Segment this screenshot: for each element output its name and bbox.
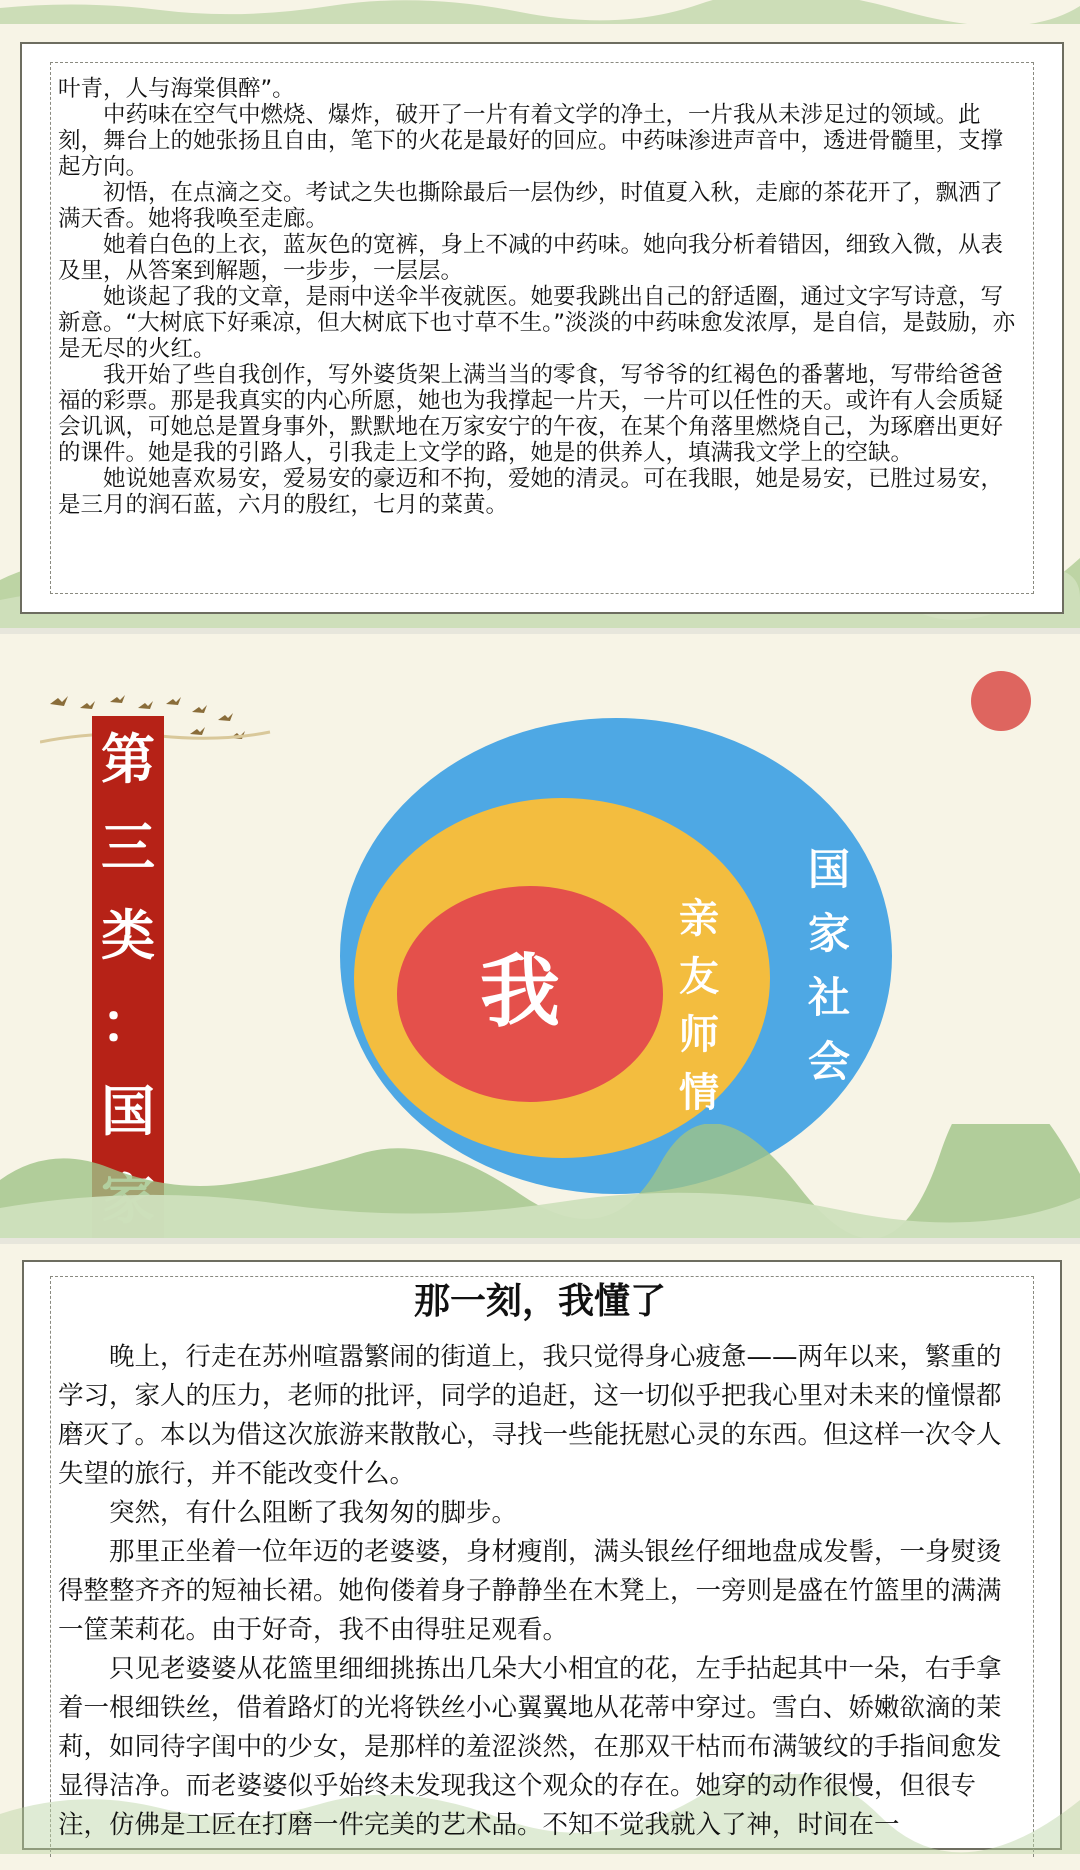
middle-label-char: 友 — [679, 954, 719, 1000]
slide-category-diagram — [0, 634, 1080, 1238]
essay-paragraph: 她说她喜欢易安，爱易安的豪迈和不拘，爱她的清灵。可在我眼，她是易安，已胜过易安，是三月的润石蓝，六月的殷红，七月的菜黄。 — [58, 466, 1004, 518]
essay-paragraph: 突然，有什么阻断了我匆匆的脚步。 — [109, 1498, 518, 1528]
middle-label-char: 师 — [679, 1012, 719, 1058]
essay-text — [58, 76, 1018, 518]
essay-paragraph: 晚上，行走在苏州喧嚣繁闹的街道上，我只觉得身心疲惫——两年以来，繁重的学习，家人的压力，老师的批评，同学的追赶，这一切似乎把我心里对未来的憧憬都磨灭了。本以为借这次旅游来散散心，寻找一些能抚慰心灵的东西。但这样一次令人失望的旅行，并不能改变什么。 — [58, 1342, 1002, 1489]
title-char: 三 — [101, 816, 155, 879]
essay-paragraph: 中药味在空气中燃烧、爆炸，破开了一片有着文学的净土，一片我从未涉足过的领域。此刻，舞台上的她张扬且自由，笔下的火花是最好的回应。中药味渗进声音中，透进骨髓里，支撑起方向。 — [58, 102, 1004, 180]
mountain-decoration-top — [0, 0, 1080, 24]
title-char: ： — [101, 992, 155, 1055]
outer-label-char: 家 — [807, 909, 850, 958]
outer-label-char: 国 — [807, 845, 850, 894]
essay-paragraph: 她着白色的上衣，蓝灰色的宽裤，身上不减的中药味。她向我分析着错因，细致入微，从表及里，从答案到解题，一步步，一层层。 — [58, 232, 1004, 284]
essay-paragraph: 那里正坐着一位年迈的老婆婆，身材瘦削，满头银丝仔细地盘成发髻，一身熨烫得整整齐齐的短袖长裙。她佝偻着身子静静坐在木凳上，一旁则是盛在竹篮里的满满一筐茉莉花。由于好奇，我不由得驻足观看。 — [58, 1537, 1002, 1645]
outer-label-char: 会 — [807, 1037, 850, 1086]
outer-label-society — [802, 838, 856, 1100]
essay-title: 那一刻，我懂了 — [413, 1281, 666, 1322]
essay-paragraph: 我开始了些自我创作，写外婆货架上满当当的零食，写爷爷的红褐色的番薯地，写带给爸爸福的彩票。那是我真实的内心所愿，她也为我撑起一片天，一片可以任性的天。或许有人会质疑会讥讽，可她总是置身事外，默默地在万家安宁的午夜，在某个角落里燃烧自己，为琢磨出更好的课件。她是我的引路人，引我走上文学的路，她是的供养人，填满我文学上的空缺。 — [58, 362, 1004, 466]
middle-label-char: 情 — [679, 1070, 719, 1116]
middle-label-family — [676, 890, 722, 1122]
slide-essay-continuation — [0, 0, 1080, 628]
essay-text — [58, 1338, 1022, 1845]
inner-label-self: 我 — [480, 945, 560, 1038]
title-char: 第 — [101, 728, 155, 791]
outer-label-char: 社 — [807, 973, 850, 1022]
essay-paragraph: 初悟，在点滴之交。考试之失也撕除最后一层伪纱，时值夏入秋，走廊的茶花开了，飘洒了满天香。她将我唤至走廊。 — [58, 180, 1004, 232]
mountain-decoration-bottom — [0, 1124, 1080, 1238]
title-char: 国 — [101, 1080, 155, 1143]
slide-essay-moment — [0, 1244, 1080, 1870]
title-char: 类 — [101, 904, 155, 967]
essay-paragraph: 叶青，人与海棠俱醉”。 — [58, 76, 295, 102]
middle-label-char: 亲 — [679, 896, 719, 942]
essay-paragraph: 她谈起了我的文章，是雨中送伞半夜就医。她要我跳出自己的舒适圈，通过文字写诗意，写新意。“大树底下好乘凉，但大树底下也寸草不生。”淡淡的中药味愈发浓厚，是自信，是鼓励，亦是无尽的火红。 — [58, 284, 1016, 362]
essay-paragraph: 只见老婆婆从花篮里细细挑拣出几朵大小相宜的花，左手拈起其中一朵，右手拿着一根细铁丝，借着路灯的光将铁丝小心翼翼地从花蒂中穿过。雪白、娇嫩欲滴的茉莉，如同待字闺中的少女，是那样的羞涩淡然，在那双干枯而布满皱纹的手指间愈发显得洁净。而老婆婆似乎始终未发现我这个观众的存在。她穿的动作很慢，但很专注，仿佛是工匠在打磨一件完美的艺术品。不知不觉我就入了神，时间在一 — [58, 1654, 1002, 1840]
